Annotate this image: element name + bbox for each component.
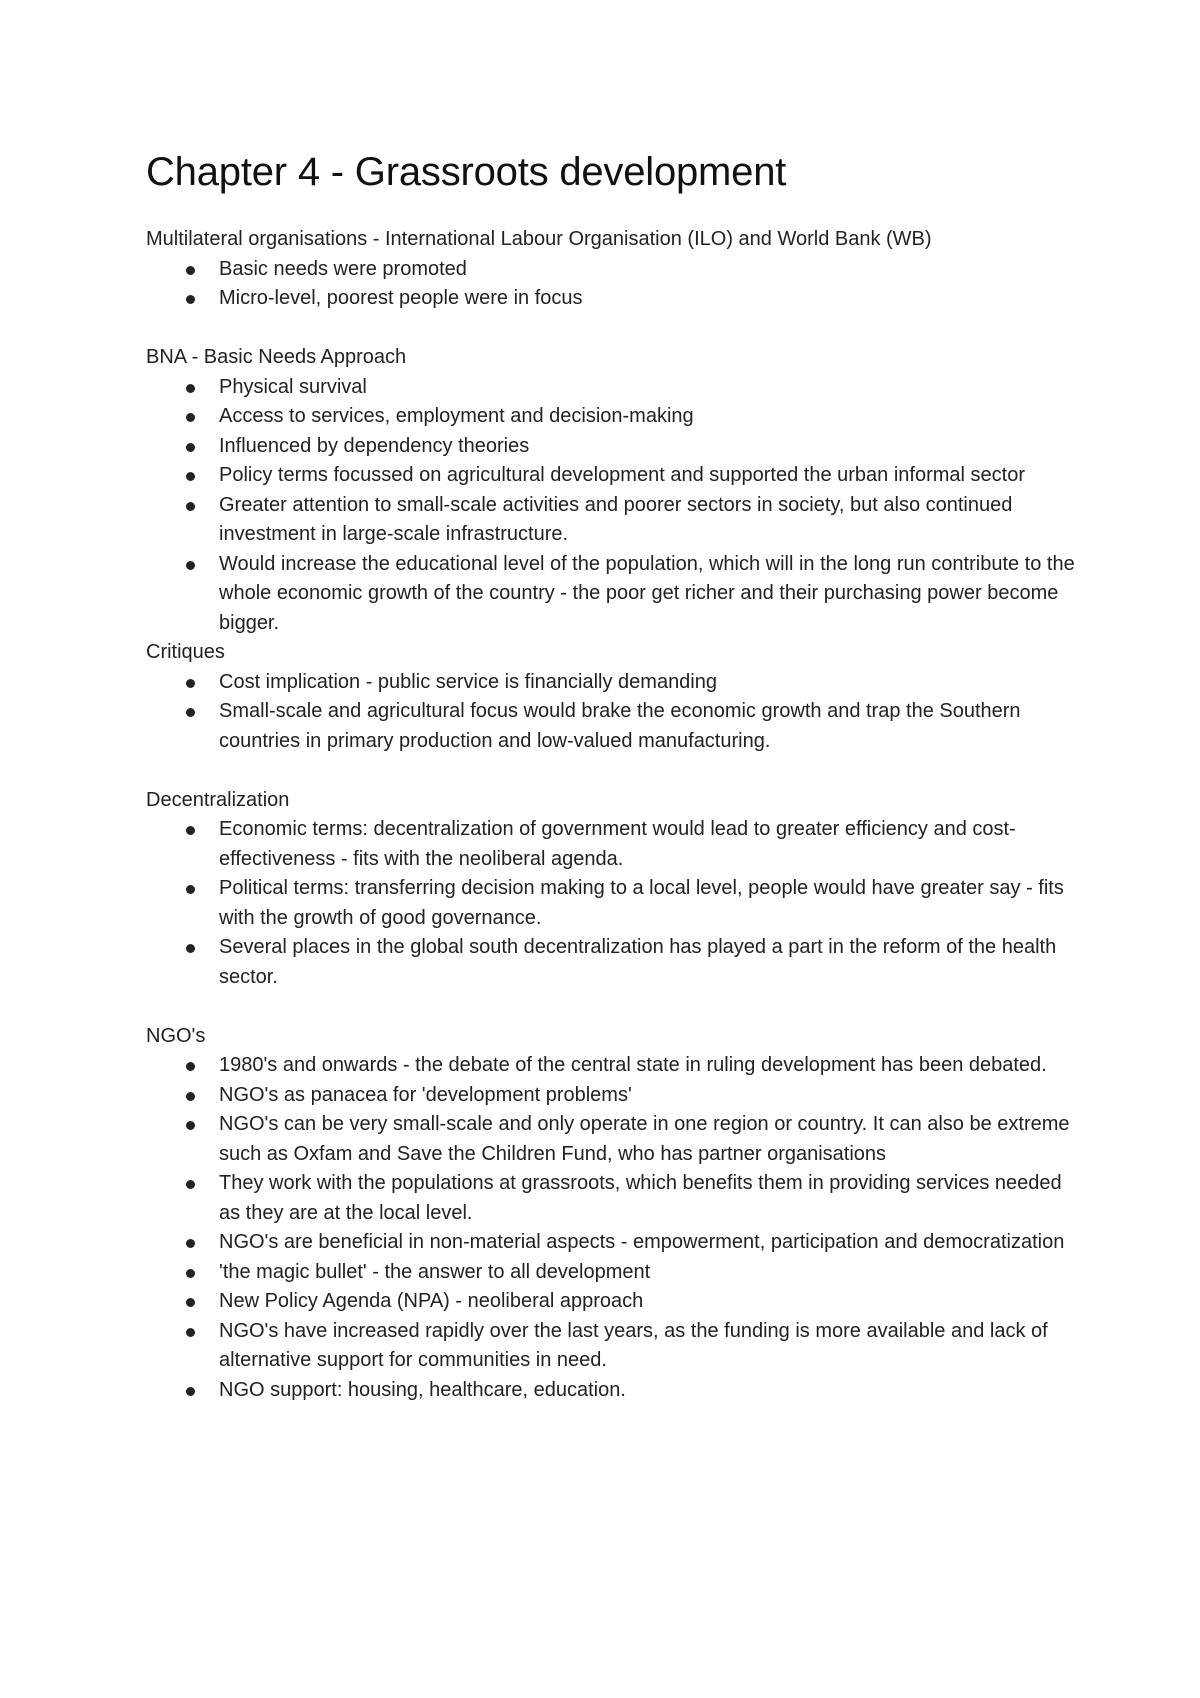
section-ngos [146,1022,1076,1406]
list-item: 'the magic bullet' - the answer to all development [146,1258,1076,1288]
bullet-list [146,1051,1076,1405]
list-item: Political terms: transferring decision making to a local level, people would have greater say - fits with the growth of good governance. [146,874,1076,933]
list-item: NGO's as panacea for 'development problems' [146,1081,1076,1111]
list-item: Physical survival [146,373,1076,403]
bullet-icon [186,472,195,481]
bullet-list [146,255,1076,314]
bullet-icon [186,826,195,835]
bullet-icon [186,1298,195,1307]
paragraph-gap [146,314,1076,344]
bullet-icon [186,413,195,422]
bullet-icon [186,1387,195,1396]
section-bna [146,343,1076,638]
list-item: Greater attention to small-scale activities and poorer sectors in society, but also continued investment in large-scale infrastructure. [146,491,1076,550]
section-heading: Critiques [146,641,225,663]
paragraph-gap [146,992,1076,1022]
bullet-icon [186,1062,195,1071]
list-item: 1980's and onwards - the debate of the central state in ruling development has been debated. [146,1051,1076,1081]
bullet-icon [186,1092,195,1101]
bullet-list [146,373,1076,639]
list-item: Would increase the educational level of the population, which will in the long run contribute to the whole economic growth of the country - the poor get richer and their purchasing power become bigger. [146,550,1076,639]
bullet-icon [186,502,195,511]
section-decentralization [146,786,1076,993]
list-item: Small-scale and agricultural focus would brake the economic growth and trap the Southern countries in primary production and low-valued manufacturing. [146,697,1076,756]
document-title: Chapter 4 - Grassroots development [146,150,787,194]
list-item: Micro-level, poorest people were in focus [146,284,1076,314]
bullet-icon [186,1180,195,1189]
list-item: Several places in the global south decentralization has played a part in the reform of the health sector. [146,933,1076,992]
list-item: Economic terms: decentralization of government would lead to greater efficiency and cost-effectiveness - fits with the neoliberal agenda. [146,815,1076,874]
list-item: NGO's are beneficial in non-material aspects - empowerment, participation and democratization [146,1228,1076,1258]
bullet-icon [186,443,195,452]
bullet-icon [186,1239,195,1248]
bullet-icon [186,295,195,304]
section-heading: Multilateral organisations - International Labour Organisation (ILO) and World Bank (WB) [146,228,932,250]
bullet-icon [186,561,195,570]
bullet-icon [186,679,195,688]
section-multilateral [146,225,1076,314]
list-item: Cost implication - public service is financially demanding [146,668,1076,698]
bullet-list [146,668,1076,757]
list-item: Basic needs were promoted [146,255,1076,285]
list-item: NGO's can be very small-scale and only operate in one region or country. It can also be extreme such as Oxfam and Save the Children Fund, who has partner organisations [146,1110,1076,1169]
bullet-icon [186,266,195,275]
bullet-icon [186,1269,195,1278]
list-item: New Policy Agenda (NPA) - neoliberal approach [146,1287,1076,1317]
list-item: Influenced by dependency theories [146,432,1076,462]
bullet-icon [186,1328,195,1337]
paragraph-gap [146,756,1076,786]
bullet-list [146,815,1076,992]
list-item: NGO support: housing, healthcare, education. [146,1376,1076,1406]
section-critiques [146,638,1076,756]
bullet-icon [186,885,195,894]
list-item: Policy terms focussed on agricultural development and supported the urban informal sector [146,461,1076,491]
bullet-icon [186,944,195,953]
bullet-icon [186,708,195,717]
section-heading: NGO's [146,1024,206,1047]
section-heading: Decentralization [146,788,290,811]
list-item: They work with the populations at grassroots, which benefits them in providing services needed as they are at the local level. [146,1169,1076,1228]
list-item: Access to services, employment and decision-making [146,402,1076,432]
bullet-icon [186,1121,195,1130]
document-content [146,146,1076,1405]
bullet-icon [186,384,195,393]
list-item: NGO's have increased rapidly over the last years, as the funding is more available and lack of alternative support for communities in need. [146,1317,1076,1376]
section-heading: BNA - Basic Needs Approach [146,346,407,368]
